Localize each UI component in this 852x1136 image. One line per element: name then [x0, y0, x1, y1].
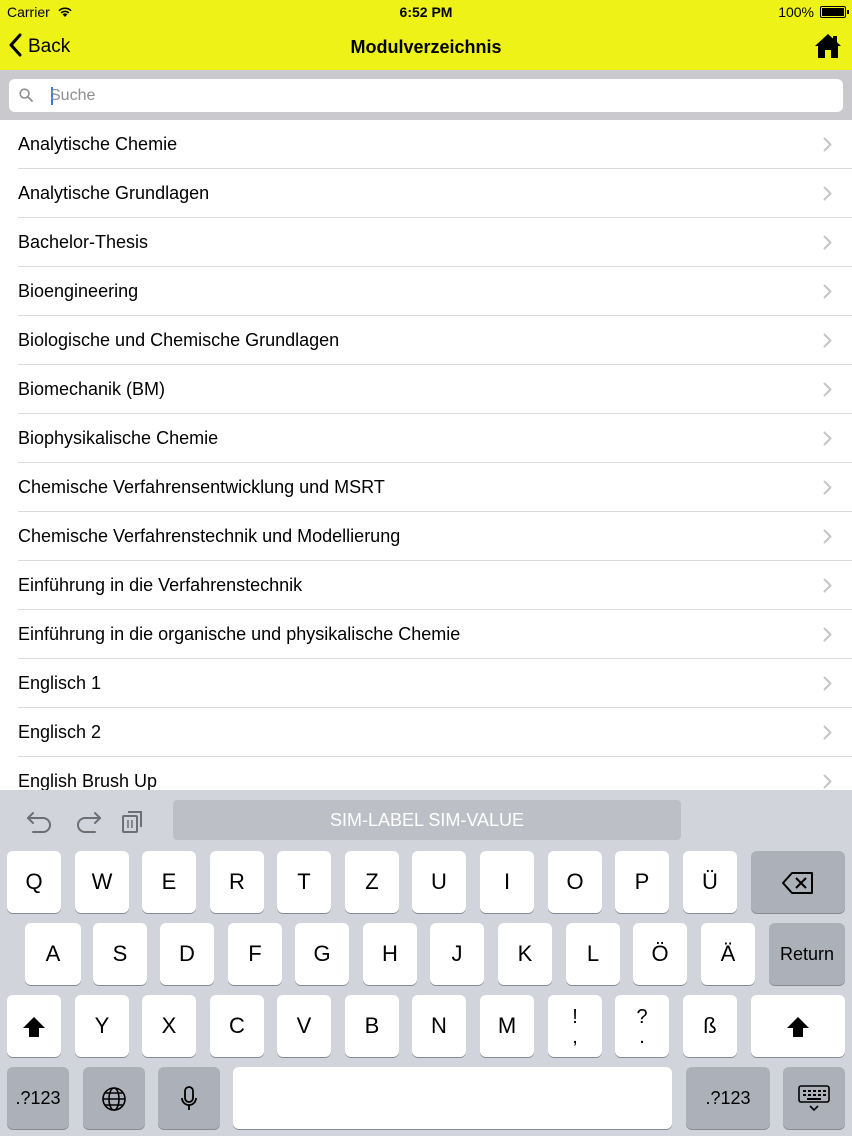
- list-item-label: Englisch 2: [18, 722, 102, 742]
- shift-key-right[interactable]: [751, 995, 845, 1057]
- list-item-label: Chemische Verfahrensentwicklung und MSRT: [18, 477, 385, 497]
- dismiss-keyboard-key[interactable]: [783, 1067, 845, 1129]
- key-j[interactable]: J: [430, 923, 484, 985]
- key-d[interactable]: D: [160, 923, 214, 985]
- home-icon: [814, 32, 842, 60]
- key-exclamation-comma[interactable]: [548, 995, 602, 1057]
- key-question-period[interactable]: [615, 995, 669, 1057]
- chevron-right-icon: [823, 529, 832, 549]
- key-k[interactable]: K: [498, 923, 552, 985]
- globe-icon: [101, 1086, 127, 1112]
- list-item[interactable]: [0, 708, 852, 757]
- chevron-right-icon: [823, 382, 832, 402]
- key-s[interactable]: S: [93, 923, 147, 985]
- list-item[interactable]: [0, 120, 852, 169]
- key-exclamation-label: !: [572, 1006, 578, 1029]
- list-item-label: Analytische Grundlagen: [18, 183, 210, 203]
- key-t[interactable]: T: [277, 851, 331, 913]
- redo-icon[interactable]: [74, 808, 102, 834]
- search-field[interactable]: [9, 79, 843, 112]
- list-item[interactable]: [0, 218, 852, 267]
- list-item[interactable]: [0, 757, 852, 790]
- module-list: [0, 120, 852, 790]
- list-item[interactable]: [0, 169, 852, 218]
- chevron-right-icon: [823, 480, 832, 500]
- list-item[interactable]: [0, 463, 852, 512]
- key-g[interactable]: G: [295, 923, 349, 985]
- clock: 6:52 PM: [399, 4, 453, 20]
- key-y[interactable]: Y: [75, 995, 129, 1057]
- key-c[interactable]: C: [210, 995, 264, 1057]
- key-a[interactable]: A: [25, 923, 81, 985]
- chevron-right-icon: [823, 186, 832, 206]
- back-button[interactable]: [8, 34, 70, 60]
- list-item-label: Einführung in die Verfahrenstechnik: [18, 575, 303, 595]
- chevron-right-icon: [823, 235, 832, 255]
- key-f[interactable]: F: [228, 923, 282, 985]
- list-item[interactable]: [0, 414, 852, 463]
- search-icon: [19, 88, 33, 107]
- list-item[interactable]: [0, 561, 852, 610]
- battery-percentage: 100%: [778, 4, 814, 20]
- space-bar[interactable]: [233, 1067, 672, 1129]
- key-u-umlaut[interactable]: Ü: [683, 851, 737, 913]
- chevron-right-icon: [823, 284, 832, 304]
- microphone-icon: [180, 1086, 198, 1112]
- key-b[interactable]: B: [345, 995, 399, 1057]
- list-item-label: Bioengineering: [18, 281, 139, 301]
- list-item[interactable]: [0, 659, 852, 708]
- battery-icon: [820, 6, 846, 18]
- chevron-left-icon: [8, 33, 22, 62]
- keyboard: [0, 790, 852, 1136]
- list-item-label: Biomechanik (BM): [18, 379, 166, 399]
- key-question-label: ?: [636, 1006, 648, 1029]
- key-z[interactable]: Z: [345, 851, 399, 913]
- list-item-label: Analytische Chemie: [18, 134, 178, 154]
- keyboard-dismiss-icon: [798, 1084, 830, 1114]
- chevron-right-icon: [823, 137, 832, 157]
- numbers-key-left[interactable]: .?123: [7, 1067, 69, 1129]
- key-period-label: .: [639, 1026, 645, 1049]
- list-item[interactable]: [0, 365, 852, 414]
- key-eszett[interactable]: ß: [683, 995, 737, 1057]
- chevron-right-icon: [823, 578, 832, 598]
- key-comma-label: ,: [572, 1026, 578, 1049]
- key-h[interactable]: H: [363, 923, 417, 985]
- prediction-bar[interactable]: SIM-LABEL SIM-VALUE: [173, 800, 681, 840]
- key-v[interactable]: V: [277, 995, 331, 1057]
- key-a-umlaut[interactable]: Ä: [701, 923, 755, 985]
- shortcut-bar: [0, 790, 852, 850]
- shift-key-left[interactable]: [7, 995, 61, 1057]
- back-button-label: Back: [28, 36, 71, 57]
- home-button[interactable]: [814, 32, 842, 60]
- chevron-right-icon: [823, 725, 832, 745]
- key-l[interactable]: L: [566, 923, 620, 985]
- list-item-label: Chemische Verfahrenstechnik und Modellierung: [18, 526, 401, 546]
- status-bar: [0, 0, 852, 24]
- list-item-label: Biologische und Chemische Grundlagen: [18, 330, 340, 350]
- key-e[interactable]: E: [142, 851, 196, 913]
- key-q[interactable]: Q: [7, 851, 61, 913]
- shift-icon: [785, 1015, 811, 1039]
- chevron-right-icon: [823, 431, 832, 451]
- list-item-label: English Brush Up: [18, 771, 158, 790]
- shift-icon: [21, 1015, 47, 1039]
- undo-icon[interactable]: [26, 808, 54, 834]
- search-input[interactable]: [50, 83, 830, 108]
- key-o[interactable]: O: [548, 851, 602, 913]
- key-u[interactable]: U: [412, 851, 466, 913]
- key-n[interactable]: N: [412, 995, 466, 1057]
- chevron-right-icon: [823, 627, 832, 647]
- key-p[interactable]: P: [615, 851, 669, 913]
- chevron-right-icon: [823, 333, 832, 353]
- list-item-label: Einführung in die organische und physikalische Chemie: [18, 624, 461, 644]
- chevron-right-icon: [823, 774, 832, 790]
- list-item[interactable]: [0, 512, 852, 561]
- list-item-label: Biophysikalische Chemie: [18, 428, 219, 448]
- key-i[interactable]: I: [480, 851, 534, 913]
- globe-key[interactable]: [83, 1067, 145, 1129]
- list-item[interactable]: [0, 610, 852, 659]
- backspace-icon: [781, 871, 815, 895]
- list-item-label: Bachelor-Thesis: [18, 232, 149, 252]
- key-r[interactable]: R: [210, 851, 264, 913]
- chevron-right-icon: [823, 676, 832, 696]
- page-title: Modulverzeichnis: [350, 37, 502, 57]
- key-m[interactable]: M: [480, 995, 534, 1057]
- list-item-label: Englisch 1: [18, 673, 102, 693]
- list-item[interactable]: [0, 267, 852, 316]
- list-item[interactable]: [0, 316, 852, 365]
- key-w[interactable]: W: [75, 851, 129, 913]
- return-key[interactable]: Return: [769, 923, 845, 985]
- backspace-key[interactable]: [751, 851, 845, 913]
- numbers-key-right[interactable]: .?123: [686, 1067, 770, 1129]
- search-bar: [0, 70, 852, 120]
- navigation-bar: [0, 24, 852, 70]
- carrier-label: Carrier: [7, 4, 50, 20]
- clipboard-icon[interactable]: [119, 808, 147, 834]
- key-x[interactable]: X: [142, 995, 196, 1057]
- dictation-key[interactable]: [158, 1067, 220, 1129]
- key-o-umlaut[interactable]: Ö: [633, 923, 687, 985]
